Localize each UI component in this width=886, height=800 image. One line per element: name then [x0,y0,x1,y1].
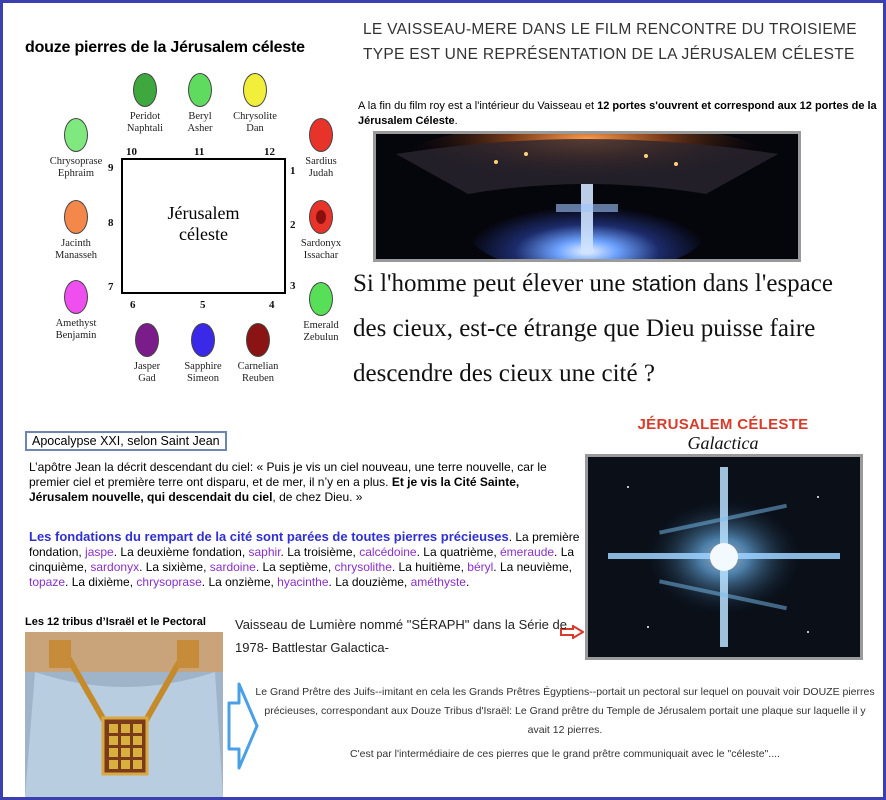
stone-jasper [135,323,159,357]
tribes-label: Les 12 tribus d’Israël et le Pectoral [25,616,206,628]
number-3: 3 [290,280,296,292]
stone-label-amethyst: Amethyst Benjamin [55,318,97,341]
pretre-text-2: C'est par l'intermédiaire de ces pierres que le grand prêtre communiquait avec le "céleste".... [350,748,780,760]
stone-carnelian [246,323,270,357]
intro-text: A la fin du film roy est a l'intérieur du Vaisseau et 12 portes s'ouvrent et correspond aux 12 portes de la Jérusalem Céleste. [358,100,877,127]
pectoral-image [25,632,223,797]
number-6: 6 [130,299,136,311]
stone-label-beryl: Beryl Asher [187,111,213,134]
stone-label-jasper: Jasper Gad [133,361,161,384]
stone-beryl [188,73,212,107]
stone-amethyst [64,280,88,314]
number-12: 12 [264,146,275,158]
stone-peridot [133,73,157,107]
stone-label-emerald: Emerald Zebulun [303,320,339,343]
jerusalem-label [121,203,286,245]
number-11: 11 [194,146,205,158]
stone-label-sardonyx: Sardonyx Issachar [300,238,342,261]
stone-sapphire [191,323,215,357]
number-9: 9 [108,162,114,174]
sardonyx-inner [316,210,326,224]
pretre-text: Le Grand Prêtre des Juifs--imitant en cela les Grands Prêtres Égyptiens--portait un pectoral sur lequel on pouvait voir DOUZE pierres précieuses, correspondant aux Douze Tribus d'Israël: Le Grand prêtre du Temple de Jérusalem portait une plaque sur laquelle il y avait 12 pierres. [255,686,875,736]
number-5: 5 [200,299,206,311]
stone-label-sardius: Sardius Judah [305,156,337,179]
diagram-title: douze pierres de la Jérusalem céleste [25,39,305,56]
stone-chrysolite [243,73,267,107]
stone-label-chrysolite: Chrysolite Dan [233,111,277,134]
mothership-image [376,134,798,259]
stone-jacinth [64,200,88,234]
number-10: 10 [126,146,137,158]
stone-sardius [309,118,333,152]
stone-label-peridot: Peridot Naphtali [126,111,164,134]
seraph-image [588,457,860,657]
jerusalem-label-line2: céleste [179,224,228,244]
galactica-heading [593,416,853,454]
stone-label-sapphire: Sapphire Simeon [184,361,222,384]
quote: Si l'homme peut élever une station dans l'espace des cieux, est-ce étrange que Dieu puisse faire descendre des cieux une cité ? [353,270,833,387]
headline: LE VAISSEAU-MERE DANS LE FILM RENCONTRE DU TROISIEME TYPE EST UNE REPRÉSENTATION DE LA JÉRUSALEM CÉLESTE [363,21,857,63]
pectoral-photo [25,632,223,797]
jerusalem-label-line1: Jérusalem [167,203,240,223]
galactica-subtitle: Galactica [687,433,759,453]
seraph-photo [585,454,863,660]
stone-label-jacinth: Jacinth Manasseh [55,238,97,261]
apocalypse-label: Apocalypse XXI, selon Saint Jean [25,431,227,451]
stone-label-carnelian: Carnelian Reuben [237,361,279,384]
galactica-title: JÉRUSALEM CÉLESTE [637,416,809,433]
number-4: 4 [269,299,275,311]
jean-text: L’apôtre Jean la décrit descendant du ciel: « Puis je vis un ciel nouveau, une terre nouvelle, car le premier ciel et première terre ont disparu, et de mer, il n’y en a plus. Et je vis la Cité Sainte, Jérusalem nouvelle, qui descendait du ciel, de chez Dieu. » [29,460,547,504]
number-8: 8 [108,217,114,229]
stone-label-chrysoprase: Chrysoprase Ephraim [49,156,103,179]
number-7: 7 [108,281,114,293]
number-2: 2 [290,219,296,231]
foundations-text: Les fondations du rempart de la cité sont parées de toutes pierres précieuses. La première fondation, jaspe. La deuxième fondation, saphir. La troisième, calcédoine. La quatrième, émeraude. La cinquième, sardonyx. La sixième, sardoine. La septième, chrysolithe. La huitième, béryl. La neuvième, topaze. La dixième, chrysoprase. La onzième, hyacinthe. La douzième, améthyste. [29,529,580,589]
stone-chrysoprase [64,118,88,152]
stone-emerald [309,282,333,316]
number-1: 1 [290,165,296,177]
seraph-caption: Vaisseau de Lumière nommé "SÉRAPH" dans la Série de 1978- Battlestar Galactica- [235,617,567,655]
mothership-photo [373,131,801,262]
